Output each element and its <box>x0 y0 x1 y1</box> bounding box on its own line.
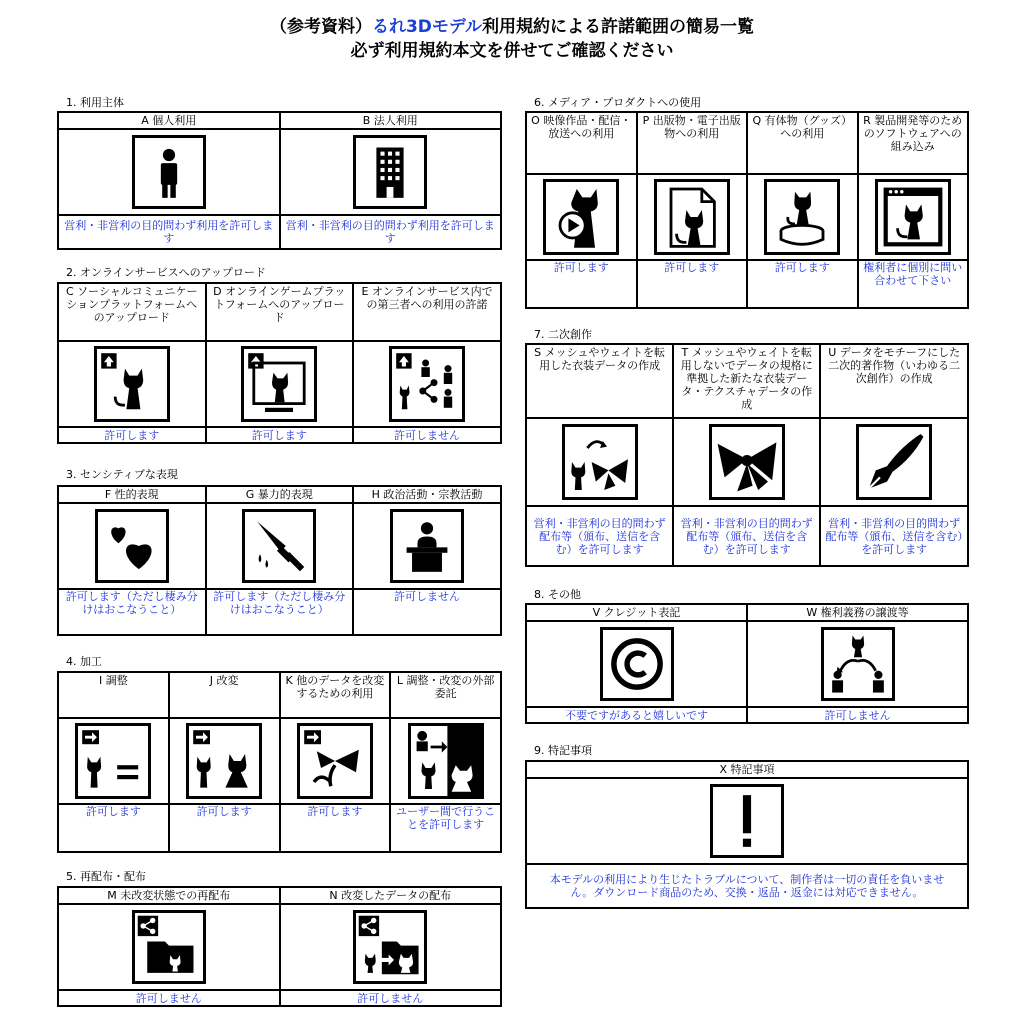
item-f-header: F 性的表現 <box>58 486 206 503</box>
item-v-icon-cell <box>526 621 747 707</box>
item-o-header: O 映像作品・配信・放送への利用 <box>526 112 637 174</box>
section-3-table <box>57 485 502 636</box>
section-2-table <box>57 282 502 444</box>
building-icon <box>353 135 427 209</box>
item-e-result: 許可しません <box>353 427 501 443</box>
item-g-header: G 暴力的表現 <box>206 486 354 503</box>
item-x-icon-cell <box>526 778 968 864</box>
outsource-icon <box>408 723 484 799</box>
item-v-header: V クレジット表記 <box>526 604 747 621</box>
item-i-icon-cell <box>58 718 169 804</box>
item-d-header: D オンラインゲームプラットフォームへのアップロード <box>206 283 354 341</box>
section-2-label: 2. オンラインサービスへのアップロード <box>66 266 266 279</box>
item-k-icon-cell <box>280 718 391 804</box>
item-l-icon-cell <box>390 718 501 804</box>
item-s-icon-cell <box>526 418 673 506</box>
section-3-label: 3. センシティブな表現 <box>66 468 178 481</box>
item-t-icon-cell <box>673 418 820 506</box>
item-f-result: 許可します（ただし棲み分けはおこなうこと） <box>58 589 206 635</box>
reuse-icon <box>297 723 373 799</box>
section-6-label: 6. メディア・プロダクトへの使用 <box>534 96 702 109</box>
upload-share-icon <box>389 346 465 422</box>
upload-monitor-icon <box>241 346 317 422</box>
item-q-header: Q 有体物（グッズ）への利用 <box>747 112 858 174</box>
item-n-icon-cell <box>280 904 502 990</box>
section-7-table <box>525 343 969 567</box>
cat-ribbon-icon <box>562 424 638 500</box>
item-o-icon-cell <box>526 174 637 260</box>
item-b-header: B 法人利用 <box>280 112 502 129</box>
person-icon <box>132 135 206 209</box>
item-p-header: P 出版物・電子出版物への利用 <box>637 112 748 174</box>
item-c-result: 許可します <box>58 427 206 443</box>
item-x-result: 本モデルの利用により生じたトラブルについて、制作者は一切の責任を負いません。ダウンロード商品のため、交換・返品・返金には対応できません。 <box>526 864 968 908</box>
item-u-result: 営利・非営利の目的問わず配布等（頒布、送信を含む）を許可します <box>820 506 968 566</box>
item-g-icon-cell <box>206 503 354 589</box>
hearts-icon <box>95 509 169 583</box>
modify-icon <box>186 723 262 799</box>
section-9-label: 9. 特記事項 <box>534 744 592 757</box>
item-q-result: 許可します <box>747 260 858 308</box>
item-a-result: 営利・非営利の目的問わず利用を許可します <box>58 215 280 249</box>
item-j-icon-cell <box>169 718 280 804</box>
section-7-label: 7. 二次創作 <box>534 328 592 341</box>
item-e-header: E オンラインサービス内での第三者への利用の許諾 <box>353 283 501 341</box>
figure-icon <box>764 179 840 255</box>
item-s-header: S メッシュやウェイトを転用した衣装データの作成 <box>526 344 673 418</box>
share-folder-icon <box>132 910 206 984</box>
share-modified-icon <box>353 910 427 984</box>
item-m-result: 許可しません <box>58 990 280 1006</box>
section-6-table <box>525 111 969 309</box>
item-r-icon-cell <box>858 174 969 260</box>
section-5-label: 5. 再配布・配布 <box>66 870 146 883</box>
item-w-header: W 権利義務の譲渡等 <box>747 604 968 621</box>
section-1-table <box>57 111 502 250</box>
adjust-icon <box>75 723 151 799</box>
item-a-header: A 個人利用 <box>58 112 280 129</box>
item-t-result: 営利・非営利の目的問わず配布等（頒布、送信を含む）を許可します <box>673 506 820 566</box>
item-x-header: X 特記事項 <box>526 761 968 778</box>
item-g-result: 許可します（ただし棲み分けはおこなうこと） <box>206 589 354 635</box>
item-f-icon-cell <box>58 503 206 589</box>
item-d-result: 許可します <box>206 427 354 443</box>
publication-icon <box>654 179 730 255</box>
item-b-result: 営利・非営利の目的問わず利用を許可します <box>280 215 502 249</box>
item-v-result: 不要ですがあると嬉しいです <box>526 707 747 723</box>
title-highlight: るれ3Dモデル <box>371 17 483 37</box>
item-k-header: K 他のデータを改変するための利用 <box>280 672 391 718</box>
item-l-result: ユーザー間で行うことを許可します <box>390 804 501 852</box>
item-q-icon-cell <box>747 174 858 260</box>
title-prefix: （参考資料） <box>269 17 372 37</box>
item-j-header: J 改変 <box>169 672 280 718</box>
section-1-label: 1. 利用主体 <box>66 96 124 109</box>
item-k-result: 許可します <box>280 804 391 852</box>
upload-cat-icon <box>94 346 170 422</box>
item-j-result: 許可します <box>169 804 280 852</box>
podium-icon <box>390 509 464 583</box>
item-c-icon-cell <box>58 341 206 427</box>
section-5-table <box>57 886 502 1007</box>
item-r-header: R 製品開発等のためのソフトウェアへの組み込み <box>858 112 969 174</box>
item-m-header: M 未改変状態での再配布 <box>58 887 280 904</box>
copyright-icon <box>600 627 674 701</box>
item-w-icon-cell <box>747 621 968 707</box>
item-o-result: 許可します <box>526 260 637 308</box>
item-w-result: 許可しません <box>747 707 968 723</box>
item-d-icon-cell <box>206 341 354 427</box>
pen-icon <box>856 424 932 500</box>
item-e-icon-cell <box>353 341 501 427</box>
exclamation-icon <box>710 784 784 858</box>
section-4-table <box>57 671 502 853</box>
item-s-result: 営利・非営利の目的問わず配布等（頒布、送信を含む）を許可します <box>526 506 673 566</box>
item-i-header: I 調整 <box>58 672 169 718</box>
title-suffix: 利用規約による許諾範囲の簡易一覧 <box>482 17 755 37</box>
section-4-label: 4. 加工 <box>66 655 102 668</box>
item-b-icon-cell <box>280 129 502 215</box>
item-t-header: T メッシュやウェイトを転用しないでデータの規格に準拠した新たな衣装データ・テクスチャデータの作成 <box>673 344 820 418</box>
item-u-header: U データをモチーフにした二次的著作物（いわゆる二次創作）の作成 <box>820 344 968 418</box>
document-subtitle: 必ず利用規約本文を併せてご確認ください <box>350 41 674 61</box>
transfer-icon <box>821 627 895 701</box>
section-8-table <box>525 603 969 724</box>
item-r-result: 権利者に個別に問い合わせて下さい <box>858 260 969 308</box>
item-n-header: N 改変したデータの配布 <box>280 887 502 904</box>
item-i-result: 許可します <box>58 804 169 852</box>
item-p-result: 許可します <box>637 260 748 308</box>
item-l-header: L 調整・改変の外部委託 <box>390 672 501 718</box>
video-icon <box>543 179 619 255</box>
ribbon-icon <box>709 424 785 500</box>
section-9-table <box>525 760 969 909</box>
knife-icon <box>242 509 316 583</box>
item-m-icon-cell <box>58 904 280 990</box>
item-p-icon-cell <box>637 174 748 260</box>
item-h-result: 許可しません <box>353 589 501 635</box>
software-icon <box>875 179 951 255</box>
item-u-icon-cell <box>820 418 968 506</box>
section-8-label: 8. その他 <box>534 588 581 601</box>
item-a-icon-cell <box>58 129 280 215</box>
item-c-header: C ソーシャルコミュニケーションプラットフォームへのアップロード <box>58 283 206 341</box>
document-title <box>0 16 1024 38</box>
item-h-icon-cell <box>353 503 501 589</box>
item-h-header: H 政治活動・宗教活動 <box>353 486 501 503</box>
item-n-result: 許可しません <box>280 990 502 1006</box>
